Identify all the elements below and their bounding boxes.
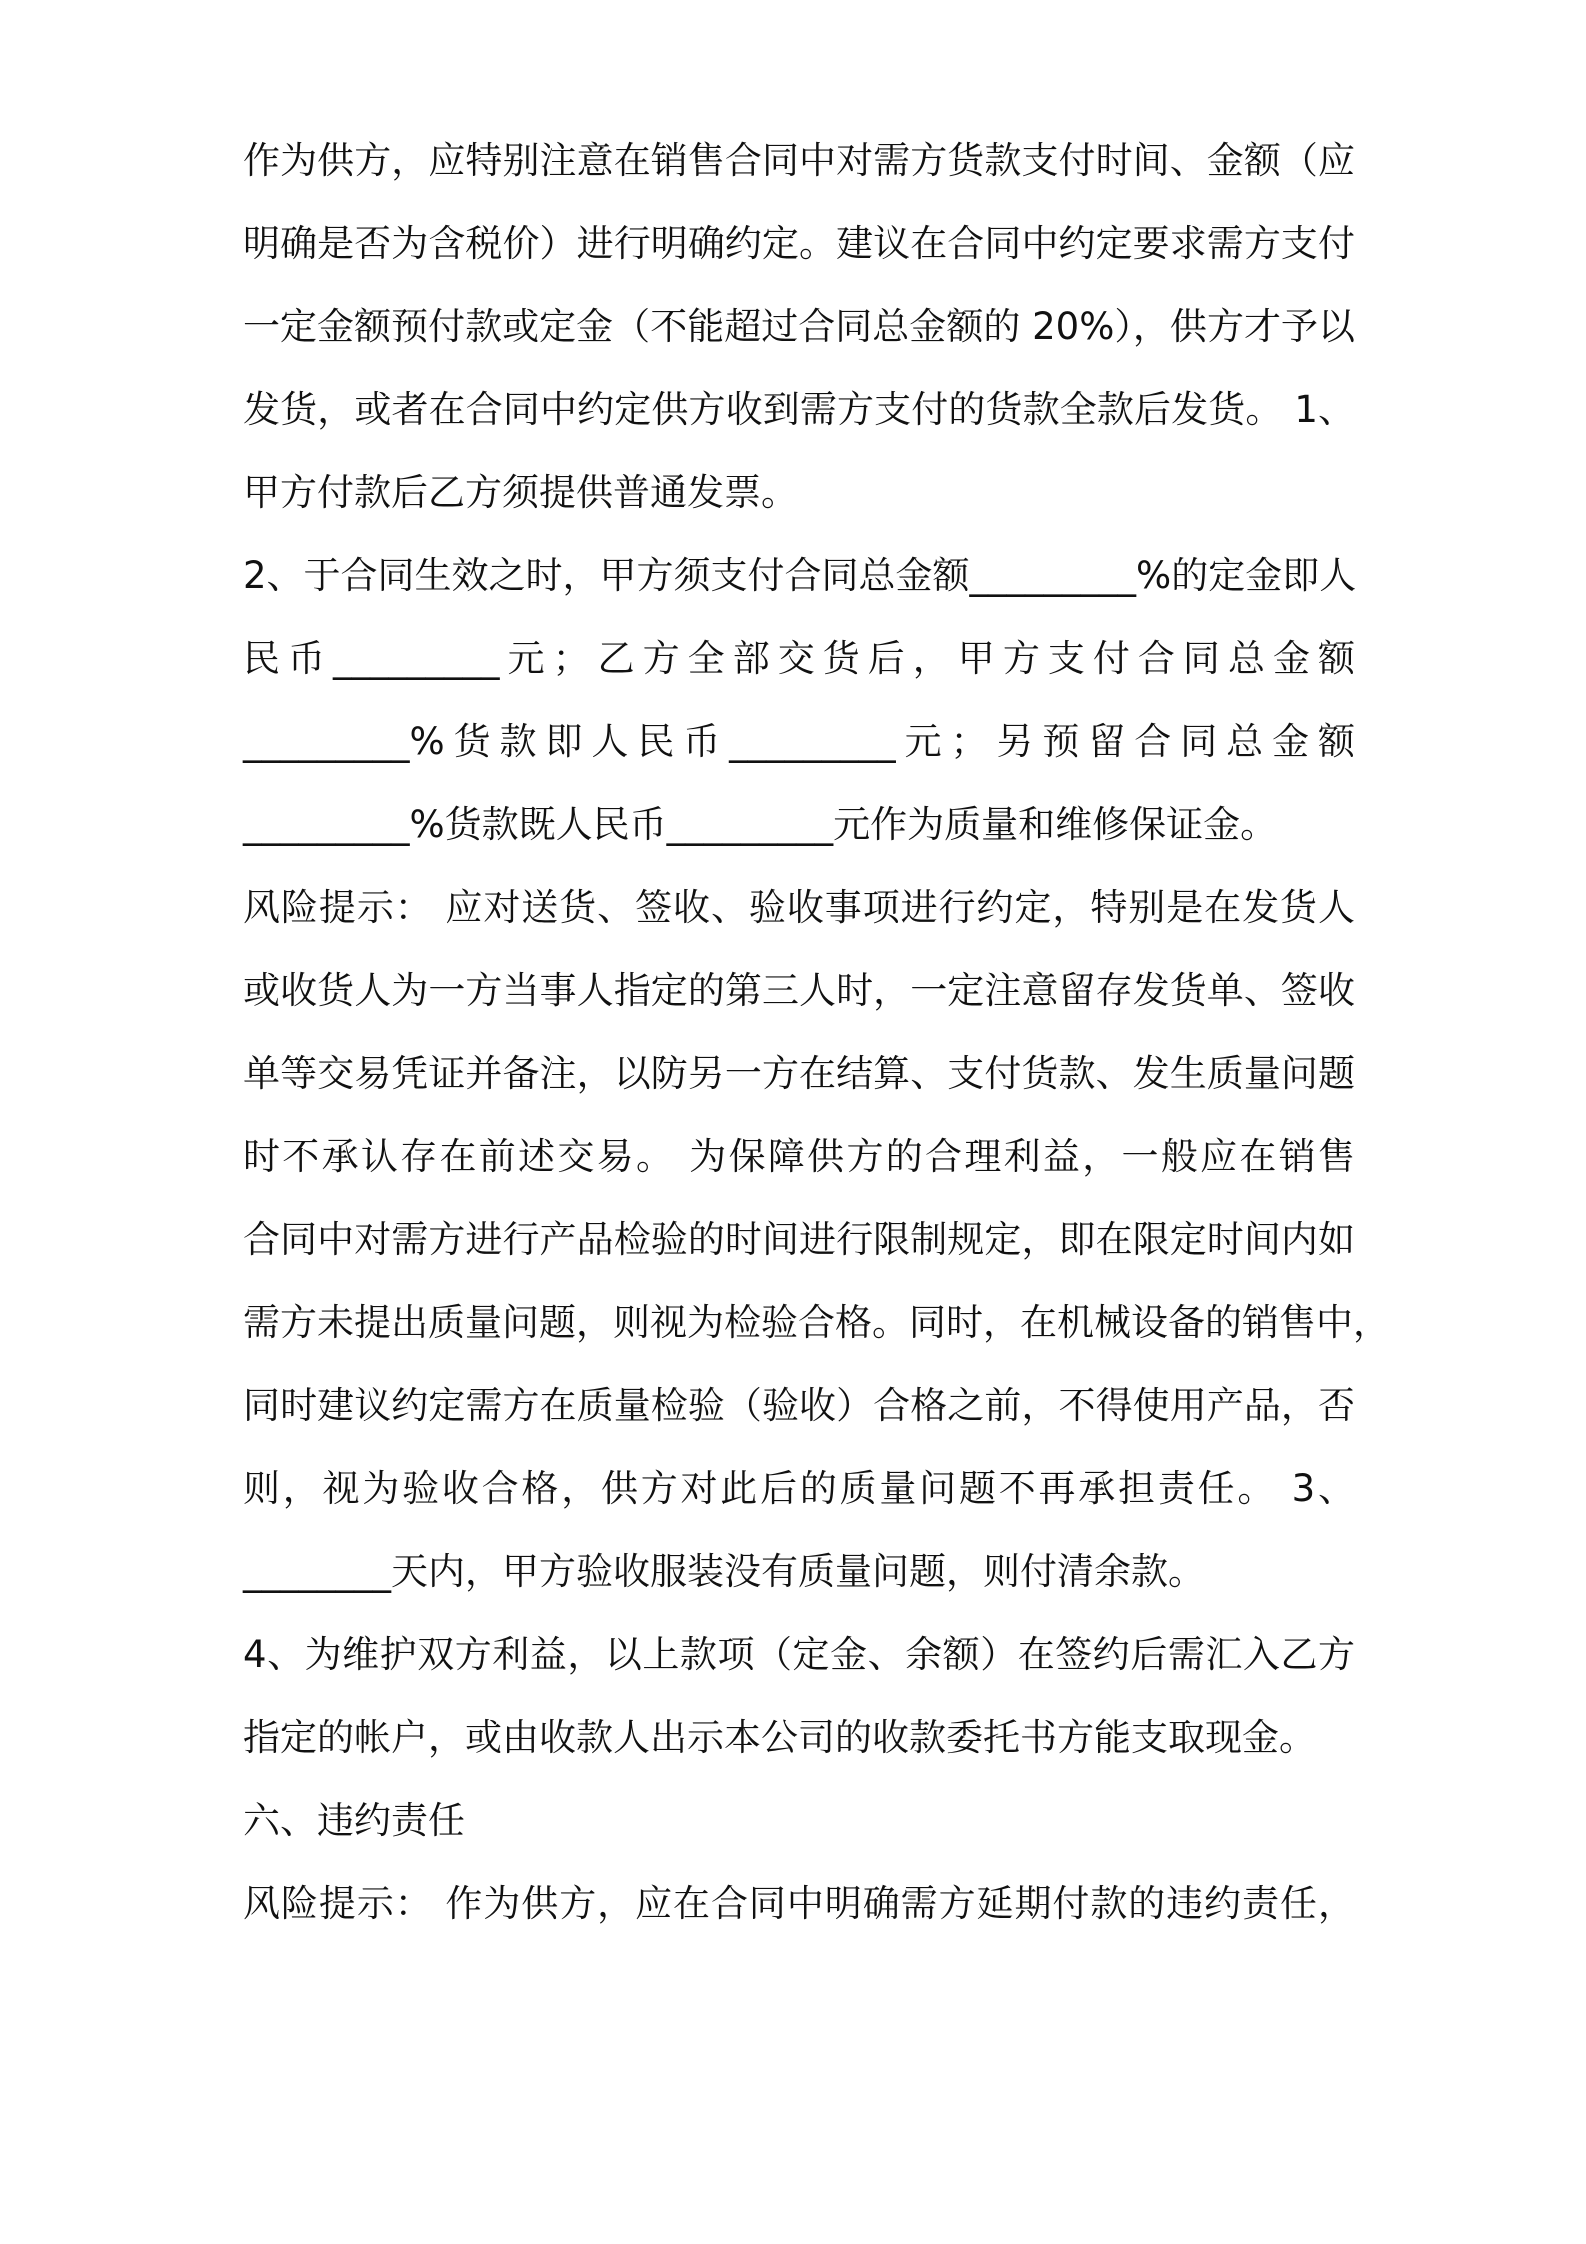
text-line: ________天内，甲方验收服装没有质量问题，则付清余款。 xyxy=(243,1550,1205,1593)
text-line: _________%货款即人民币_________元；另预留合同总金额 xyxy=(243,720,1355,763)
text-line: 甲方付款后乙方须提供普通发票。 xyxy=(243,471,798,514)
text-line: 指定的帐户，或由收款人出示本公司的收款委托书方能支取现金。 xyxy=(243,1716,1316,1759)
text-line: _________%货款既人民币_________元作为质量和维修保证金。 xyxy=(243,803,1278,846)
text-line: 风险提示： 作为供方，应在合同中明确需方延期付款的违约责任， xyxy=(243,1882,1355,1925)
section-heading: 六、违约责任 xyxy=(243,1799,465,1842)
text-line: 作为供方，应特别注意在销售合同中对需方货款支付时间、金额（应 xyxy=(243,139,1355,182)
text-line: 明确是否为含税价）进行明确约定。建议在合同中约定要求需方支付 xyxy=(243,222,1355,265)
text-line: 发货，或者在合同中约定供方收到需方支付的货款全款后发货。 1、 xyxy=(243,388,1355,431)
text-line: 风险提示： 应对送货、签收、验收事项进行约定，特别是在发货人 xyxy=(243,886,1355,929)
text-line: 或收货人为一方当事人指定的第三人时，一定注意留存发货单、签收 xyxy=(243,969,1355,1012)
text-line: 同时建议约定需方在质量检验（验收）合格之前，不得使用产品，否 xyxy=(243,1384,1355,1427)
text-line: 民币_________元；乙方全部交货后，甲方支付合同总金额 xyxy=(243,637,1355,680)
text-line: 合同中对需方进行产品检验的时间进行限制规定，即在限定时间内如 xyxy=(243,1218,1355,1261)
text-line: 单等交易凭证并备注，以防另一方在结算、支付货款、发生质量问题 xyxy=(243,1052,1355,1095)
text-line: 则，视为验收合格，供方对此后的质量问题不再承担责任。 3、 xyxy=(243,1467,1355,1510)
text-line: 4、为维护双方利益，以上款项（定金、余额）在签约后需汇入乙方 xyxy=(243,1633,1355,1676)
text-line: 需方未提出质量问题，则视为检验合格。同时，在机械设备的销售中， xyxy=(243,1301,1390,1344)
text-line: 时不承认存在前述交易。 为保障供方的合理利益，一般应在销售 xyxy=(243,1135,1355,1178)
text-line: 2、于合同生效之时，甲方须支付合同总金额_________%的定金即人 xyxy=(243,554,1357,597)
text-line: 一定金额预付款或定金（不能超过合同总金额的 20%），供方才予以 xyxy=(243,305,1355,348)
